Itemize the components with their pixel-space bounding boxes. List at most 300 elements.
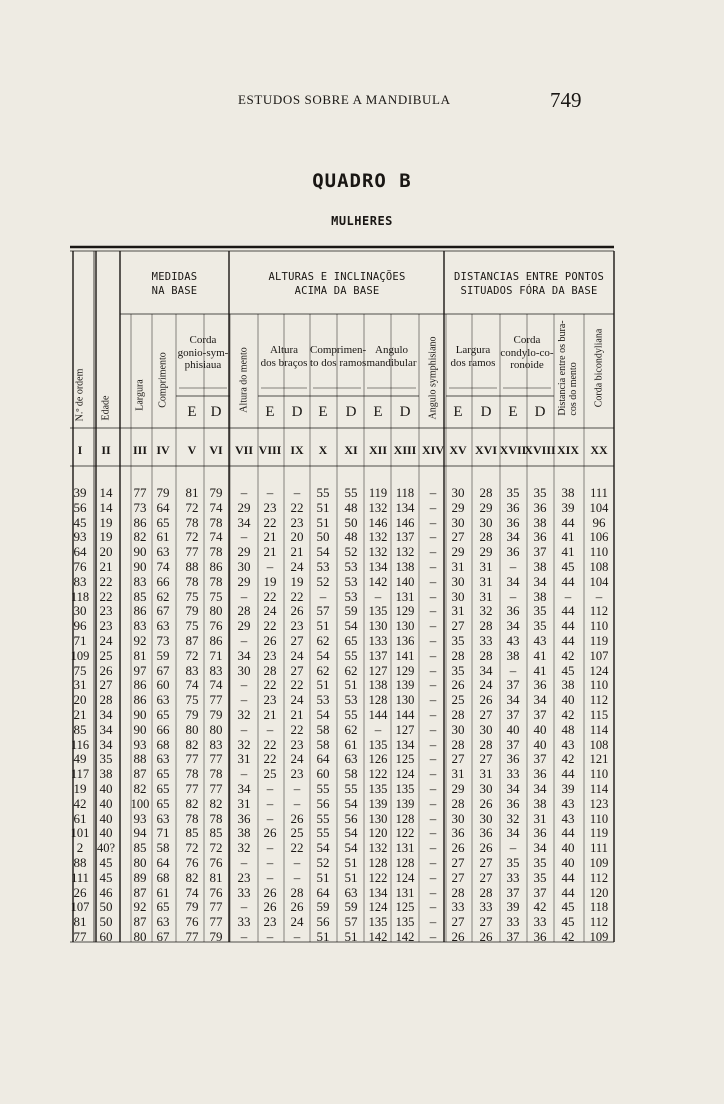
table-cell: 88 (73, 855, 87, 870)
table-cell: 28 (479, 647, 493, 663)
table-cell: 22 (290, 721, 304, 737)
table-cell: 55 (344, 781, 358, 796)
table-cell: 73 (133, 499, 147, 515)
table-cell: 142 (368, 574, 388, 589)
table-cell: 36 (533, 929, 547, 944)
table-cell: 28 (263, 662, 277, 678)
table-cell: 21 (290, 707, 304, 722)
table-cell: 44 (561, 825, 575, 841)
table-cell: 54 (344, 618, 358, 634)
table-cell: 26 (479, 929, 493, 944)
column-number: XVII (499, 443, 527, 457)
table-cell: 44 (561, 884, 575, 900)
table-cell: 14 (99, 485, 113, 500)
table-cell: – (240, 485, 248, 500)
table-cell: 34 (479, 662, 493, 678)
vertical-column-label: N.º de ordem (74, 368, 86, 422)
table-cell: 34 (533, 840, 547, 856)
table-cell: 118 (70, 589, 90, 604)
running-title: ESTUDOS SOBRE A MANDIBULA (238, 92, 451, 107)
table-cell: 2 (76, 840, 84, 856)
vertical-column-label: Altura do mento (238, 347, 250, 413)
table-cell: 110 (589, 619, 609, 634)
table-cell: 124 (395, 767, 415, 782)
table-cell: 82 (185, 795, 199, 811)
table-cell: – (509, 559, 517, 574)
table-cell: 35 (533, 485, 547, 500)
table-cell: 23 (290, 766, 304, 782)
table-cell: 35 (533, 855, 547, 870)
table-cell: 64 (156, 855, 170, 870)
table-cell: 119 (589, 634, 609, 648)
table-cell: 44 (561, 869, 575, 885)
table-cell: 138 (395, 560, 415, 574)
table-cell: 75 (73, 662, 87, 678)
table-cell: 26 (290, 899, 304, 915)
table-cell: 72 (185, 647, 199, 663)
table-cell: – (509, 662, 517, 678)
table-cell: 19 (290, 573, 304, 589)
table-cell: 29 (237, 499, 251, 515)
table-cell: 54 (344, 795, 358, 811)
table-cell: 92 (133, 633, 147, 648)
table-cell: 63 (156, 751, 170, 767)
table-cell: 32 (237, 707, 251, 722)
table-cell: 38 (533, 795, 547, 811)
table-cell: 88 (133, 751, 147, 767)
table-cell: 64 (316, 751, 330, 767)
table-cell: 127 (368, 663, 388, 678)
table-cell: 60 (316, 766, 330, 782)
table-cell: 86 (209, 633, 223, 648)
table-cell: 142 (395, 930, 415, 944)
table-cell: – (429, 707, 437, 722)
table-cell: 39 (73, 485, 87, 500)
table-cell: – (429, 499, 437, 515)
table-cell: 81 (73, 914, 87, 930)
table-cell: 67 (156, 662, 170, 678)
table-cell: 62 (316, 633, 330, 648)
table-cell: 59 (344, 899, 358, 915)
page-number: 749 (550, 88, 582, 112)
table-cell: 111 (590, 841, 608, 856)
table-cell: 40 (99, 810, 113, 826)
table-cell: 77 (185, 751, 199, 767)
table-cell: – (429, 929, 437, 944)
table-cell: 35 (451, 633, 465, 648)
table-cell: 141 (395, 648, 415, 663)
table-cell: 39 (506, 899, 520, 915)
table-cell: 64 (156, 499, 170, 515)
table-cell: – (429, 766, 437, 782)
table-cell: 30 (451, 810, 465, 826)
table-cell: 85 (209, 825, 223, 841)
table-cell: 28 (451, 884, 465, 900)
side-label: E (265, 404, 275, 420)
table-cell: 90 (133, 707, 147, 722)
table-cell: 34 (506, 618, 520, 634)
table-cell: 33 (237, 884, 251, 900)
side-label: D (399, 404, 411, 420)
table-cell: 137 (368, 648, 388, 663)
running-head (0, 90, 724, 110)
table-cell: 28 (479, 736, 493, 752)
table-cell: 100 (130, 796, 150, 811)
table-cell: 36 (506, 514, 520, 530)
column-number: IV (156, 443, 170, 457)
table-cell: – (293, 929, 301, 944)
table-cell: 60 (156, 677, 170, 693)
table-cell: 27 (451, 618, 465, 634)
table-cell: – (240, 855, 248, 870)
table-cell: 26 (451, 677, 465, 693)
table-cell: 38 (99, 766, 113, 782)
table-cell: 118 (395, 486, 415, 500)
table-cell: – (429, 810, 437, 826)
table-cell: 36 (479, 825, 493, 841)
table-cell: – (293, 869, 301, 885)
table-cell: 36 (451, 825, 465, 841)
table-cell: 35 (451, 662, 465, 678)
table-cell: 27 (99, 677, 113, 693)
table-cell: 112 (589, 693, 609, 708)
table-cell: 74 (209, 529, 223, 545)
table-cell: 76 (73, 559, 87, 574)
table-cell: 122 (368, 767, 388, 782)
table-cell: 74 (209, 499, 223, 515)
table-cell: 42 (561, 751, 575, 767)
table-cell: 63 (344, 884, 358, 900)
column-number: VI (209, 443, 223, 457)
table-cell: 87 (185, 633, 199, 648)
table-cell: 25 (99, 647, 113, 663)
group-header: DISTANCIAS ENTRE PONTOS SITUADOS FÓRA DA BASE (454, 271, 604, 298)
table-cell: 76 (185, 914, 199, 930)
table-cell: 61 (344, 736, 358, 752)
table-cell: 64 (316, 884, 330, 900)
table-cell: 27 (479, 751, 493, 767)
table-cell: 22 (290, 840, 304, 856)
table-cell: 39 (561, 499, 575, 515)
column-number: X (318, 443, 328, 457)
table-cell: 55 (316, 810, 330, 826)
table-cell: 82 (133, 529, 147, 545)
table-cell: 79 (156, 485, 170, 500)
table-cell: 60 (99, 929, 113, 944)
table-cell: 77 (73, 929, 87, 944)
table-cell: 65 (156, 766, 170, 782)
table-cell: 118 (589, 900, 609, 915)
table-cell: 131 (395, 589, 415, 604)
table-cell: 28 (479, 529, 493, 545)
table-cell: 134 (368, 560, 388, 574)
table-cell: 31 (533, 810, 547, 826)
table-cell: 55 (344, 707, 358, 722)
table-cell: 137 (395, 530, 415, 545)
table-cell: 134 (395, 737, 415, 752)
table-cell: 54 (344, 825, 358, 841)
table-cell: 107 (70, 900, 90, 915)
table-cell: 63 (156, 618, 170, 634)
table-cell: 30 (479, 810, 493, 826)
table-cell: 29 (237, 618, 251, 634)
table-cell: 27 (451, 914, 465, 930)
table-cell: 135 (395, 782, 415, 796)
table-cell: – (266, 810, 274, 826)
table-cell: 28 (479, 485, 493, 500)
table-cell: 26 (479, 692, 493, 708)
table-cell: 41 (533, 662, 547, 678)
table-cell: 59 (344, 603, 358, 619)
table-cell: 76 (209, 618, 223, 634)
table-cell: 63 (156, 692, 170, 708)
table-cell: 40 (561, 855, 575, 870)
table-cell: 31 (451, 766, 465, 782)
table-cell: 31 (479, 766, 493, 782)
table-cell: 77 (209, 781, 223, 796)
table-cell: 78 (209, 573, 223, 589)
column-number: IX (290, 443, 304, 457)
table-cell: 64 (73, 544, 87, 560)
table-cell: 112 (589, 604, 609, 619)
table-cell: 31 (73, 677, 87, 693)
table-cell: 132 (368, 545, 388, 560)
vertical-column-label: Edade (100, 395, 112, 421)
table-cell: 57 (344, 914, 358, 930)
table-cell: 21 (263, 544, 277, 560)
table-cell: 135 (368, 604, 388, 619)
table-cell: 27 (290, 633, 304, 648)
table-cell: 146 (368, 515, 388, 530)
table-cell: 65 (156, 795, 170, 811)
table-cell: 29 (237, 573, 251, 589)
table-cell: – (429, 751, 437, 767)
table-cell: 35 (99, 751, 113, 767)
column-number: XII (368, 443, 387, 457)
table-cell: 29 (451, 781, 465, 796)
table-cell: 32 (479, 603, 493, 619)
subgroup-header: Largura dos ramos (450, 344, 496, 369)
table-cell: 51 (316, 499, 330, 515)
table-cell: 32 (237, 736, 251, 752)
table-cell: 57 (316, 603, 330, 619)
subgroup-header: Corda gonio-sym- phisiaua (177, 334, 229, 372)
table-cell: – (429, 514, 437, 530)
table-cell: 36 (506, 499, 520, 515)
vertical-column-label: Angulo symphisiano (427, 336, 439, 420)
table-cell: – (429, 633, 437, 648)
table-cell: 76 (209, 855, 223, 870)
table-cell: – (240, 692, 248, 708)
table-cell: 63 (344, 751, 358, 767)
table-cell: 79 (185, 899, 199, 915)
table-cell: 89 (133, 869, 147, 885)
table-cell: – (429, 544, 437, 560)
table-cell: 78 (209, 766, 223, 782)
table-cell: 112 (589, 870, 609, 885)
table-cell: 20 (73, 692, 87, 708)
table-cell: 78 (209, 810, 223, 826)
table-cell: 38 (237, 825, 251, 841)
table-cell: 63 (156, 810, 170, 826)
table-cell: 144 (368, 708, 388, 722)
table-cell: 131 (395, 841, 415, 856)
table-cell: 119 (589, 826, 609, 841)
table-cell: 22 (263, 751, 277, 767)
table-cell: 54 (316, 840, 330, 856)
table-cell: 55 (316, 485, 330, 500)
table-cell: 28 (451, 647, 465, 663)
table-cell: 110 (589, 545, 609, 560)
table-cell: – (429, 736, 437, 752)
table-cell: 72 (185, 840, 199, 856)
table-cell: 108 (589, 737, 609, 752)
table-cell: 125 (395, 752, 415, 767)
table-cell: 19 (263, 573, 277, 589)
table-cell: 135 (368, 915, 388, 930)
table-cell: 66 (156, 721, 170, 737)
vertical-column-label: Comprimento (157, 352, 169, 408)
table-cell: 30 (451, 573, 465, 589)
table-cell: 41 (561, 529, 575, 545)
table-cell: 96 (73, 618, 87, 634)
table-cell: 43 (561, 736, 575, 752)
table-cell: 71 (156, 825, 170, 841)
table-cell: 72 (185, 529, 199, 545)
table-cell: 79 (209, 707, 223, 722)
table-cell: 37 (506, 736, 520, 752)
table-cell: 65 (156, 899, 170, 915)
table-cell: – (293, 795, 301, 811)
table-cell: 22 (290, 677, 304, 693)
table-cell: – (429, 677, 437, 693)
table-cell: 48 (344, 529, 358, 545)
column-number: I (77, 443, 83, 457)
table-cell: 52 (344, 544, 358, 560)
table-cell: – (266, 795, 274, 811)
table-cell: 56 (344, 810, 358, 826)
table-cell: 37 (533, 884, 547, 900)
table-cell: 30 (237, 662, 251, 678)
table-cell: 90 (133, 721, 147, 737)
table-cell: 24 (290, 692, 304, 708)
table-cell: 65 (156, 781, 170, 796)
table-cell: 45 (99, 855, 113, 870)
table-cell: – (429, 603, 437, 619)
table-cell: 109 (70, 648, 90, 663)
table-cell: 128 (368, 856, 388, 870)
table-cell: 83 (209, 736, 223, 752)
table-cell: 55 (344, 485, 358, 500)
table-cell: 86 (133, 514, 147, 530)
table-cell: 31 (451, 603, 465, 619)
table-cell: 34 (237, 781, 251, 796)
table-cell: 26 (451, 840, 465, 856)
table-cell: 33 (479, 899, 493, 915)
table-cell: 104 (589, 574, 609, 589)
table-cell: 21 (73, 707, 87, 722)
table-cell: 75 (185, 588, 199, 604)
table-cell: 128 (395, 811, 415, 826)
table-cell: 30 (479, 514, 493, 530)
table-cell: 54 (316, 544, 330, 560)
table-cell: 85 (133, 588, 147, 604)
table-cell: 26 (73, 884, 87, 900)
group-header: ALTURAS E INCLINAÇÕES ACIMA DA BASE (268, 271, 406, 298)
table-cell: 34 (99, 736, 113, 752)
table-cell: 56 (73, 499, 87, 515)
table-cell: 77 (209, 914, 223, 930)
table-cell: – (266, 721, 274, 737)
table-cell: 48 (561, 721, 575, 737)
table-cell: 22 (263, 677, 277, 693)
table-cell: 23 (99, 603, 113, 619)
table-cell: 38 (533, 514, 547, 530)
table-cell: 41 (533, 647, 547, 663)
table-cell: 127 (395, 722, 415, 737)
table-cell: 21 (263, 707, 277, 722)
table-cell: 53 (344, 692, 358, 708)
table-cell: 85 (133, 840, 147, 856)
table-cell: – (429, 647, 437, 663)
table-cell: 71 (73, 633, 87, 648)
table-cell: – (429, 840, 437, 856)
table-cell: 35 (506, 485, 520, 500)
table-cell: 22 (99, 573, 113, 589)
table-cell: 130 (395, 693, 415, 708)
table-cell: 75 (209, 588, 223, 604)
table-cell: 32 (506, 810, 520, 826)
table-subtitle: MULHERES (331, 214, 393, 228)
table-cell: 20 (99, 544, 113, 560)
table-cell: 37 (533, 707, 547, 722)
table-cell: 51 (316, 618, 330, 634)
table-cell: 26 (263, 633, 277, 648)
table-cell: 24 (290, 751, 304, 767)
table-cell: 56 (316, 795, 330, 811)
table-cell: 59 (316, 899, 330, 915)
table-cell: 80 (209, 721, 223, 737)
table-cell: 22 (263, 618, 277, 634)
table-cell: 78 (209, 544, 223, 560)
vertical-column-label: Largura (134, 379, 146, 411)
table-cell: 23 (237, 869, 251, 885)
table-cell: 83 (209, 662, 223, 678)
table-cell: 85 (185, 825, 199, 841)
table-cell: 132 (368, 530, 388, 545)
table-cell: 58 (316, 736, 330, 752)
table-cell: 24 (290, 914, 304, 930)
table-cell: 21 (263, 529, 277, 545)
table-cell: 30 (451, 588, 465, 604)
table-cell: 61 (73, 810, 87, 826)
table-cell: – (240, 899, 248, 915)
table-cell: 45 (561, 914, 575, 930)
table-cell: 80 (133, 929, 147, 944)
table-cell: 38 (533, 588, 547, 604)
table-cell: 123 (589, 796, 609, 811)
table-cell: 23 (290, 736, 304, 752)
table-cell: 129 (395, 604, 415, 619)
table-cell: 129 (395, 663, 415, 678)
table-cell: 128 (395, 856, 415, 870)
table-cell: 140 (395, 574, 415, 589)
table-cell: 26 (263, 825, 277, 841)
vertical-column-label: Corda bicondyliana (593, 328, 605, 408)
table-cell: 77 (209, 899, 223, 915)
table-cell: 81 (133, 647, 147, 663)
table-cell: 78 (185, 766, 199, 782)
